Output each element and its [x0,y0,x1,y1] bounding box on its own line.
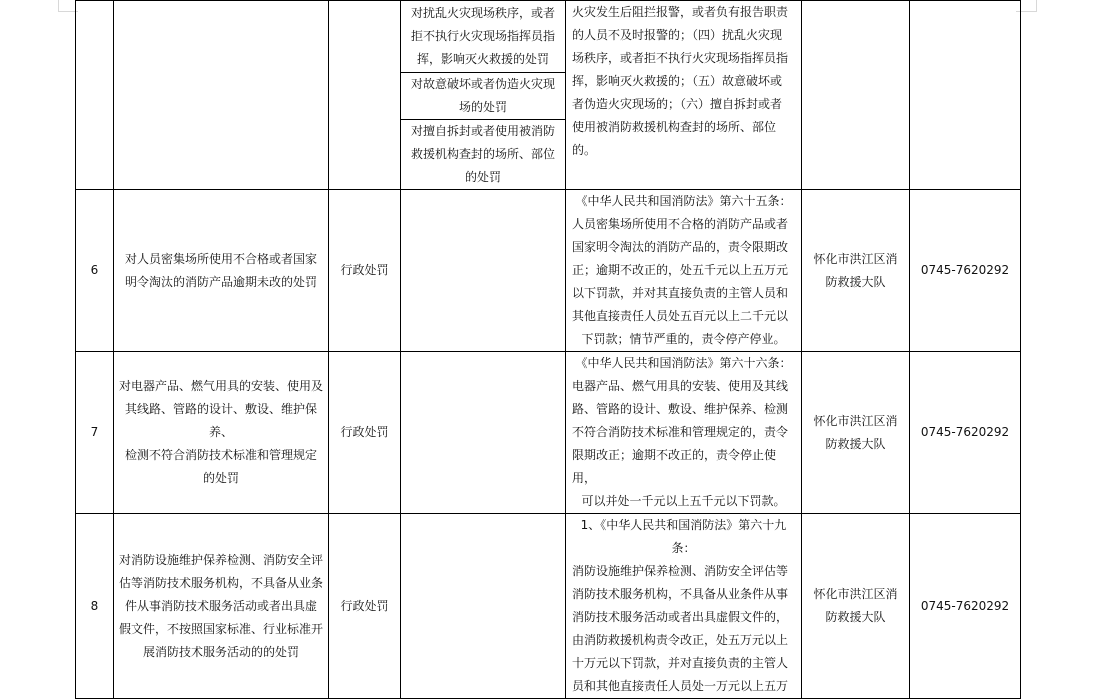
penalty-table [75,0,1021,699]
sub-item-row [401,120,565,190]
legal-basis: 1、《中华人民共和国消防法》第六十九条： 消防设施维护保养检测、消防安全评估等 消防技术服务机构，不具备从业条件从事 消防技术服务活动或者出具虚假文件的， 由消防救援机构责令改正，处五万元以上 十万元以下罚款，并对直接负责的主管人 员和其他直接责任人员处一万元以上五万 [566,514,802,699]
phone: 0745-7620292 [910,190,1021,352]
sub-item: 对扰乱火灾现场秩序，或者 拒不执行火灾现场指挥员指 挥，影响灭火救援的处罚 [401,1,565,73]
table-row [76,514,1021,699]
phone: 0745-7620292 [910,514,1021,699]
agency: 怀化市洪江区消 防救援大队 [802,190,910,352]
page-edge [1036,0,1037,12]
item-name: 对人员密集场所使用不合格或者国家 明令淘汰的消防产品逾期未改的处罚 [114,190,329,352]
table-row [76,1,1021,190]
sub-item: 对故意破坏或者伪造火灾现 场的处罚 [401,73,565,120]
legal-basis: 火灾发生后阻拦报警，或者负有报告职责 的人员不及时报警的；（四）扰乱火灾现 场秩序，或者拒不执行火灾现场指挥员指 挥，影响灭火救援的；（五）故意破坏或 者伪造火灾现场的；（六）擅自拆封或者 使用被消防救援机构查封的场所、部位的。 [566,1,802,190]
table-row [76,190,1021,352]
agency [802,1,910,190]
sub-items-cell [401,514,566,699]
item-category: 行政处罚 [329,514,401,699]
legal-basis: 《中华人民共和国消防法》第六十六条： 电器产品、燃气用具的安装、使用及其线 路、管路的设计、敷设、维护保养、检测 不符合消防技术标准和管理规定的，责令 限期改正；逾期不改正的，责令停止使用， 可以并处一千元以上五千元以下罚款。 [566,352,802,514]
agency: 怀化市洪江区消 防救援大队 [802,352,910,514]
row-number: 8 [76,514,114,699]
agency: 怀化市洪江区消 防救援大队 [802,514,910,699]
table-row [76,352,1021,514]
item-name [114,1,329,190]
item-category [329,1,401,190]
row-number: 7 [76,352,114,514]
phone [910,1,1021,190]
item-name: 对消防设施维护保养检测、消防安全评 估等消防技术服务机构，不具备从业条 件从事消防技术服务活动或者出具虚 假文件，不按照国家标准、行业标准开 展消防技术服务活动的的处罚 [114,514,329,699]
item-name: 对电器产品、燃气用具的安装、使用及 其线路、管路的设计、敷设、维护保养、 检测不符合消防技术标准和管理规定 的处罚 [114,352,329,514]
sub-items-table [401,1,565,189]
sub-items-cell [401,190,566,352]
row-number [76,1,114,190]
sub-items-cell [401,1,566,190]
sub-item-row [401,1,565,73]
phone: 0745-7620292 [910,352,1021,514]
legal-basis: 《中华人民共和国消防法》第六十五条： 人员密集场所使用不合格的消防产品或者 国家明令淘汰的消防产品的，责令限期改 正；逾期不改正的，处五千元以上五万元 以下罚款，并对其直接负责的主管人员和 其他直接责任人员处五百元以上二千元以 下罚款；情节严重的，责令停产停业。 [566,190,802,352]
item-category: 行政处罚 [329,190,401,352]
row-number: 6 [76,190,114,352]
sub-item: 对擅自拆封或者使用被消防 救援机构查封的场所、部位 的处罚 [410,124,555,184]
sub-item-row [401,73,565,120]
item-category: 行政处罚 [329,352,401,514]
sub-items-cell [401,352,566,514]
